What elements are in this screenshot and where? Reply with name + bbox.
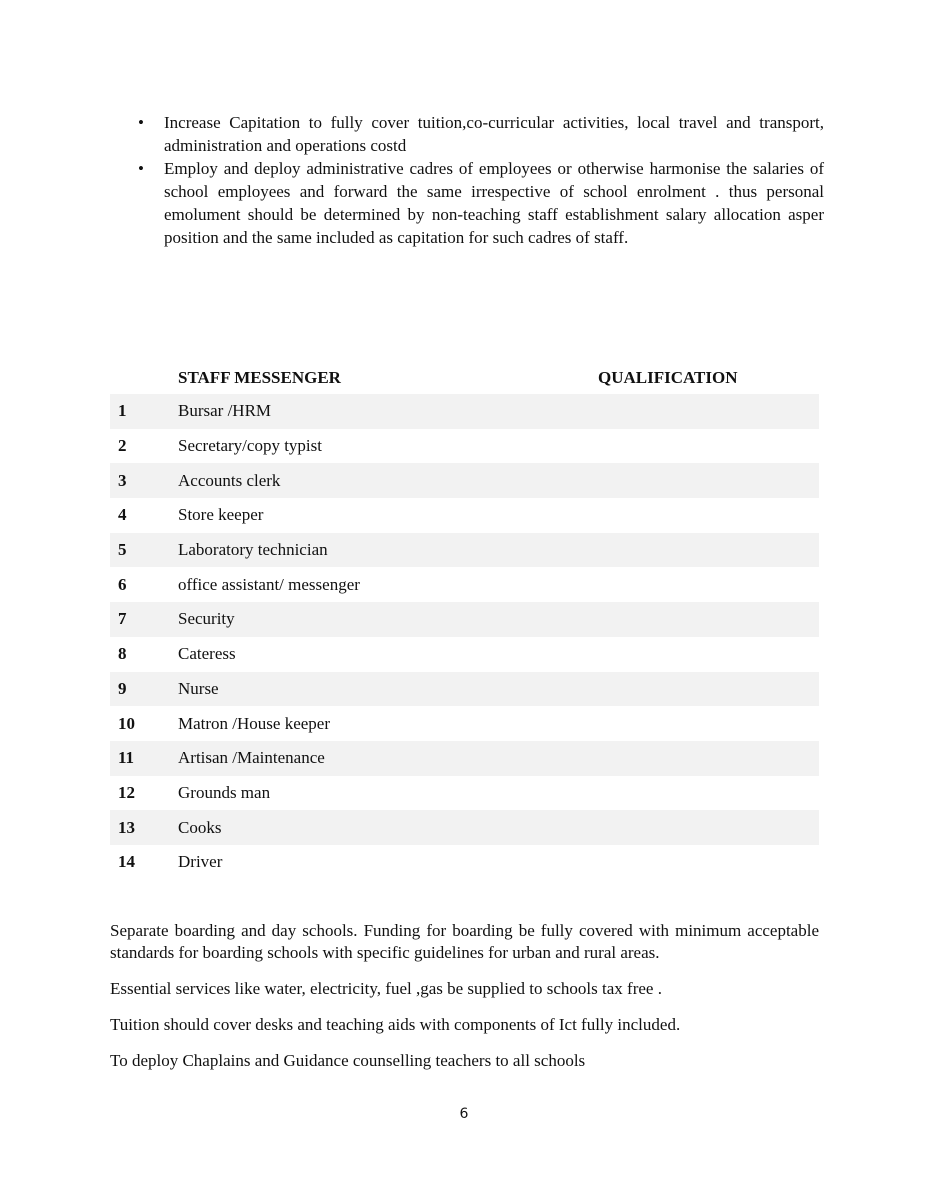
paragraph: To deploy Chaplains and Guidance counselling teachers to all schools [110,1051,586,1070]
row-qualification [598,533,819,568]
row-qualification [598,602,819,637]
row-qualification [598,741,819,776]
row-qualification [598,706,819,741]
bullet-item: • Increase Capitation to fully cover tuition,co-curricular activities, local travel and transport, administration and operations costd [138,111,824,157]
table-row [110,706,819,741]
table-row [110,463,819,498]
closing-paragraphs [110,920,819,1086]
header-qualification: QUALIFICATION [598,368,738,387]
row-qualification [598,498,819,533]
table-row [110,776,819,811]
row-number: 12 [118,782,135,802]
paragraph: Essential services like water, electricity, fuel ,gas be supplied to schools tax free . [110,979,662,998]
table-row [110,602,819,637]
table-header-row [110,362,819,394]
table-row [110,567,819,602]
row-qualification [598,637,819,672]
row-number: 5 [110,533,178,568]
row-staff: Grounds man [178,782,271,802]
row-staff: office assistant/ messenger [178,574,360,594]
bullet-item: • Employ and deploy administrative cadres of employees or otherwise harmonise the salaries of school employees and forward the same irrespective of school enrolment . thus personal emolument should be determined by non-teaching staff establishment salary allocation asper position and the same included as capitation for such cadres of staff. [138,157,824,249]
row-staff: Laboratory technician [178,533,598,568]
row-qualification [598,394,819,429]
table-row [110,498,819,533]
table-row [110,741,819,776]
row-number: 3 [110,463,178,498]
row-number: 8 [118,644,127,664]
header-staff: STAFF MESSENGER [178,368,341,387]
row-number: 6 [118,574,127,594]
staff-table [110,362,819,880]
row-qualification [598,567,819,602]
row-staff: Store keeper [178,505,264,525]
row-number: 13 [110,810,178,845]
row-staff: Accounts clerk [178,463,598,498]
row-staff: Nurse [178,672,598,707]
table-row [110,637,819,672]
row-staff: Bursar /HRM [178,394,598,429]
row-qualification [598,776,819,811]
table-row [110,429,819,464]
recommendation-bullets [138,111,824,249]
table-row [110,533,819,568]
paragraph: Tuition should cover desks and teaching aids with components of Ict fully included. [110,1015,681,1034]
table-row [110,845,819,880]
row-number: 1 [110,394,178,429]
table-row [110,394,819,429]
row-staff: Driver [178,852,223,872]
row-qualification [598,672,819,707]
row-staff: Cateress [178,644,236,664]
row-staff: Matron /House keeper [178,713,331,733]
row-staff: Cooks [178,810,598,845]
row-qualification [598,810,819,845]
paragraph: Separate boarding and day schools. Funding for boarding be fully covered with minimum acceptable standards for boarding schools with specific guidelines for urban and rural areas. [110,921,819,962]
row-number: 4 [118,505,127,525]
row-staff: Artisan /Maintenance [178,741,598,776]
table-row [110,810,819,845]
row-number: 2 [118,436,127,456]
row-staff: Security [178,602,598,637]
row-number: 10 [118,713,135,733]
header-number [110,362,178,394]
row-qualification [598,845,819,880]
row-number: 11 [110,741,178,776]
row-staff: Secretary/copy typist [178,436,322,456]
row-number: 7 [110,602,178,637]
row-number: 9 [110,672,178,707]
table-body [110,394,819,880]
table-row [110,672,819,707]
row-qualification [598,463,819,498]
row-number: 14 [118,852,135,872]
page-number: 6 [459,1106,469,1122]
row-qualification [598,429,819,464]
